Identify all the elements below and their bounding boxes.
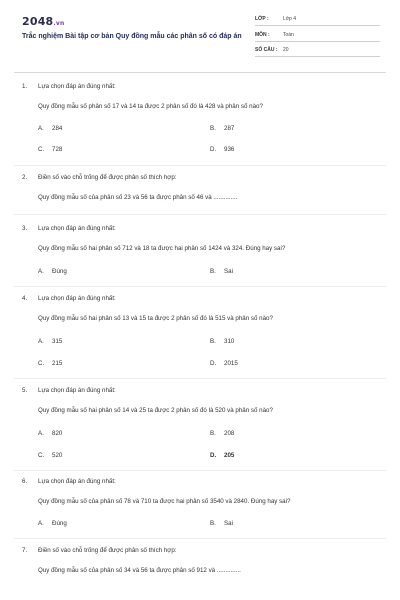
header-divider xyxy=(14,72,386,73)
question-divider xyxy=(14,378,386,379)
question-1-option-b[interactable]: B. 287 xyxy=(210,125,235,132)
page-header xyxy=(0,0,400,72)
question-5-option-b[interactable]: B. 208 xyxy=(210,430,235,437)
question-1-option-a[interactable]: A. 284 xyxy=(38,125,63,132)
site-logo[interactable]: 2048.vn xyxy=(22,15,65,28)
question-6-option-b[interactable]: B. Sai xyxy=(210,520,233,527)
question-4-option-b[interactable]: B. 310 xyxy=(210,338,235,345)
page-title: Trắc nghiệm Bài tập cơ bản Quy đồng mẫu các phân số có đáp án xyxy=(22,33,242,40)
meta-question-count: SỐ CÂU : 20 xyxy=(255,46,380,57)
quiz-page: 2048.vn Trắc nghiệm Bài tập cơ bản Quy đồng mẫu các phân số có đáp án LỚP : Lớp 4 MÔN : Toán SỐ CÂU : 20 1. Lựa chọn đáp án đúng nhất: Quy đồng mẫu số phân số 17 và 14 ta được 2 phân số đó là 428 và phân số nào? A. 284 B. 287 C. 728 D. 936 2. Điền số vào chỗ trống để được phân số thích hợp: Quy đồng mẫu số của phân số 23 và 56 ta được phân số 46 và .............. 3. Lựa chọn đáp án đúng nhất: Quy đồng mẫu số hai phân số 712 và 18 ta được hai phân số 1424 và 324. Đúng hay sai? A. Đúng B. Sai 4. Lựa chọn đáp án đúng nhất: Quy đồng mẫu số hai phân số 13 và 15 ta được 2 phân số đó là 515 và phân số nào? A. 315 B. 310 C. 215 D. 2015 5. Lựa chọn đáp án đúng nhất: Quy đồng mẫu số hai phân số 14 và 25 ta được 2 phân số đó là 520 và phân số nào? A. 820 B. 208 C. 520 D. 205 6. Lựa chọn đáp án đúng nhất: Quy đồng mẫu số của phân số 78 và 710 ta được hai phân số 3540 và 2840. Đúng hay sai? A. Đúng B. Sai 7. Điền số vào chỗ trống để được phân số thích hợp: Quy đồng mẫu số của phân số 34 và 56 ta được phân số 912 và .............. xyxy=(0,0,400,600)
question-5-option-c[interactable]: C. 520 xyxy=(38,452,63,459)
question-divider xyxy=(14,165,386,166)
question-7-blank[interactable]: Quy đồng mẫu số của phân số 34 và 56 ta được phân số 912 và .............. xyxy=(38,567,241,574)
question-6-option-a[interactable]: A. Đúng xyxy=(38,520,67,527)
meta-grade: LỚP : Lớp 4 xyxy=(255,15,380,26)
question-5-option-d[interactable]: D. 205 xyxy=(210,452,235,459)
question-5-option-a[interactable]: A. 820 xyxy=(38,430,63,437)
meta-subject: MÔN : Toán xyxy=(255,31,380,42)
question-divider xyxy=(14,538,386,539)
question-divider xyxy=(14,470,386,471)
question-4-option-a[interactable]: A. 315 xyxy=(38,338,63,345)
question-divider xyxy=(14,286,386,287)
question-4-option-d[interactable]: D. 2015 xyxy=(210,360,238,367)
question-3-option-a[interactable]: A. Đúng xyxy=(38,268,67,275)
question-2-blank[interactable]: Quy đồng mẫu số của phân số 23 và 56 ta được phân số 46 và .............. xyxy=(38,194,238,201)
question-1-option-c[interactable]: C. 728 xyxy=(38,146,63,153)
question-divider xyxy=(14,214,386,215)
question-3-option-b[interactable]: B. Sai xyxy=(210,268,233,275)
question-4-option-c[interactable]: C. 215 xyxy=(38,360,63,367)
question-1-option-d[interactable]: D. 936 xyxy=(210,146,235,153)
